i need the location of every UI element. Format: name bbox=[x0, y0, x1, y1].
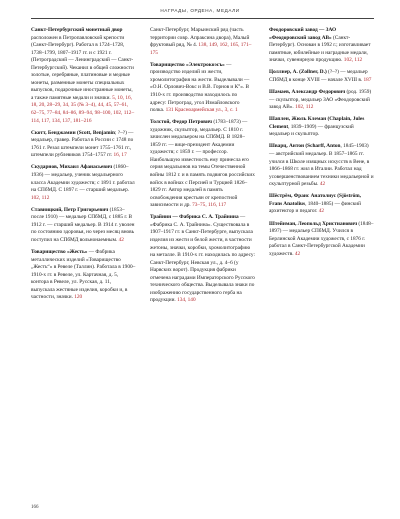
dictionary-entry bbox=[31, 249, 136, 302]
entry-page-refs: 42 bbox=[294, 250, 301, 257]
entry-heading: Цоллнер, А. (Zollner, D.) bbox=[269, 69, 327, 76]
entry-heading: Шамаев, Александр Федорович bbox=[269, 89, 346, 96]
entry-heading: Шёстрём, Франс Анатолиус (Sjöström, Frans Anatolius bbox=[269, 193, 361, 207]
dictionary-entry bbox=[31, 164, 136, 202]
entry-text: Санкт-Петербург, Марьинский ряд (часть территории совр. Апраксина двора), Малый фруктовый ряд, № 4. bbox=[150, 27, 250, 49]
column-right bbox=[269, 27, 374, 263]
entry-heading: Товарищество «Электрокоэсъ» bbox=[150, 61, 225, 68]
entry-heading: Трайнин — Фабрика С. А. Трайнина bbox=[150, 214, 239, 221]
entry-page-refs: 131 Красноармейская ул., 3, с. 1 bbox=[165, 107, 238, 114]
entry-text: (Санкт-Петербург). Основан в 1992 г.; изготавливает памятные, юбилейные и наградные медали, значки, сувенирную продукцию. bbox=[269, 34, 371, 64]
entry-text: , 1840–1885) — финский архитектор и педагог. bbox=[269, 200, 361, 215]
entry-page-refs: 42 bbox=[318, 208, 325, 215]
entry-text: — «Фабрика С. А. Трайнина». Существовала в 1907–1917 гг. в Санкт-Петербурге, выпускала изделия из жести и белой жести, в частности жетоны, значки, коробки, хромолитографию на металле. В 1910-х гг. находилась по адресу: Санкт-Петербург, Невская ул., д. 4–6 (у Нарвских ворот). Продукция фабрики отмечена наградами Императорского Русского технического общества. Выделывала знаки по изображению государственного герба на продукции. bbox=[150, 214, 255, 304]
entry-page-refs: 42 bbox=[319, 181, 326, 188]
entry-page-refs: 16, 17 bbox=[113, 152, 127, 159]
entry-text: (1783–1873) — художник, скульптор, медальер. С 1810 г. зачислен медальером на СПбМД. В 1828–1859 гг. — вице-президент Академии художеств; с 1859 г. — профессор. Наибольшую известность ему принесла его серия медальонов на темы Отечественной войны 1812 г. и в память подвигов российских войск в войнах с Персией и Турцией 1826–1829 гг. Автор медалей в память освобождения крестьян от крепостной зависимости и др. bbox=[150, 119, 255, 209]
page-number: 166 bbox=[31, 505, 39, 510]
entry-text: (1848–1897) — медальер СПбМД. Учился в Берлинской Академии художеств, с 1876 г. работал в Санкт-Петербургской Академии художеств. bbox=[269, 220, 374, 257]
entry-heading: Ставницкий, Петр Григорьевич bbox=[31, 206, 109, 213]
column-middle bbox=[150, 27, 255, 310]
entry-page-refs: 102, 112 bbox=[295, 104, 314, 111]
entry-text: (род. 1959) — скульптор, медальер ЗАО «Феодоровский завод АВ». bbox=[269, 89, 372, 111]
entry-heading: Санкт-Петербургский монетный двор bbox=[31, 27, 123, 33]
entry-heading: Штейнман, Леопольд Христианович bbox=[269, 220, 358, 227]
dictionary-entry bbox=[269, 221, 374, 259]
running-head: НАГРАДЫ, ОРДЕНА, МЕДАЛИ bbox=[160, 8, 240, 13]
entry-page-refs: 187 bbox=[363, 76, 372, 83]
entry-page-refs: 5, 10, 16, 18, 20, 28–29, 34, 35 (№ 3–4), 44, 45, 57–61, 62–75, 77–84, 84–86, 89–94, 98–100, 102, 112–114, 117, 134, 137, 181–216 bbox=[31, 94, 135, 124]
entry-text: , 1845–1903) — австрийский медальер. В 1857–1865 гг. учился в Школе изящных искусств в Вене, в 1866–1868 гг. жил в Италии. Работал над усовершенствованием техники медальерной и скульптурной резьбы. bbox=[269, 143, 374, 188]
entry-heading: Скотт, Бенджамин (Scott, Benjamin bbox=[31, 129, 115, 136]
entry-text: (?–?) — медальер СПбМД в конце XVIII — начале XVIII в. bbox=[269, 69, 368, 83]
entry-text: — производство изделий из жести, хромолитография на жести. Выделывали — «О.Н. Орлович-Вокс и В.В. Горнов и К°». В 1910-х гг. производство находилось по адресу: Петроград, угол Измайловского полка. bbox=[150, 61, 250, 114]
entry-page-refs: 120 bbox=[74, 294, 83, 301]
entry-heading: Товарищество «Жесть» bbox=[31, 249, 88, 256]
dictionary-entry bbox=[31, 130, 136, 160]
entry-text: ; ?–?) — медальер, гравер. Работал в России с 1748 по 1761 г. Резал штемпели монет 1755–1761 гг., штемпели рублевиков 1754–1757 гг. bbox=[31, 129, 134, 159]
entry-page-refs: 102, 112 bbox=[343, 57, 363, 64]
entry-text: — Фабрика металлических изделий «Товарищество „Жесть“» в Ревеле (Таллин). Работала в 1900–1910-х гг. в Ревеле, ул. Картачная, д. 5, контора в Ревеле, ул. Русская, д. 11, выпускала жестяные изделия, коробки и, в частности, значки. bbox=[31, 249, 136, 301]
dictionary-entry bbox=[269, 27, 374, 65]
dictionary-entry bbox=[150, 27, 255, 57]
dictionary-entry bbox=[150, 214, 255, 305]
entry-heading: Шаплен, Жюль Клеман (Chaplain, Jules Clement bbox=[269, 116, 365, 130]
dictionary-entry bbox=[150, 119, 255, 210]
dictionary-entry bbox=[150, 62, 255, 115]
entry-heading: Феодоровский завод — ЗАО «Феодоровский завод АВ» bbox=[269, 27, 337, 41]
dictionary-entry bbox=[269, 116, 374, 139]
entry-page-refs: 138, 149, 162, 165, 171–175 bbox=[150, 42, 252, 56]
entry-page-refs: 42 bbox=[118, 237, 124, 243]
dictionary-entry bbox=[269, 89, 374, 112]
entry-text: , 1839–1909) — французский медальер и скульптор. bbox=[269, 123, 354, 138]
entry-heading: Толстой, Федор Петрович bbox=[150, 119, 213, 126]
entry-page-refs: 134, 140 bbox=[177, 297, 196, 304]
entry-page-refs: 73–75, 116, 117 bbox=[192, 202, 227, 209]
entry-text: (1860–1936) — медальер, ученик медальерного класса Академии художеств; с 1891 г. работал на СПбМД. С 1897 г. — старший медальер. bbox=[31, 164, 135, 194]
entry-page-refs: 102, 112 bbox=[31, 194, 50, 201]
column-left bbox=[31, 27, 136, 307]
header-rule bbox=[31, 18, 374, 19]
entry-heading: Шварц, Антон (Scharff, Anton bbox=[269, 143, 341, 150]
entry-text: расположен в Петропавловской крепости (Санкт-Петербург). Работал в 1724–1728, 1738–1799, 1807–1917 гг. и с 1921 г. (Петроградский — Ленинградский — Санкт-Петербургский). Чеканил в общей сложности золотые, серебряные, платиновые и медные монеты, разменные монеты специальных выпусков, подарочные иностранные монеты, а также памятные медали и значки. bbox=[31, 34, 134, 101]
dictionary-entry bbox=[31, 207, 136, 245]
entry-text: (1853–после 1910) — медальер СПбМД, с 1885 г. В 1912 г. — старший медальер. В 1914 г. уволен по состоянию здоровья, но через месяц вновь поступил на СПбМД вольнонаемным. bbox=[31, 206, 135, 243]
entry-heading: Скударнов, Михаил Афанасьевич bbox=[31, 164, 113, 171]
dictionary-entry bbox=[269, 193, 374, 216]
dictionary-entry bbox=[269, 143, 374, 188]
dictionary-entry bbox=[31, 27, 136, 125]
dictionary-entry bbox=[269, 69, 374, 84]
